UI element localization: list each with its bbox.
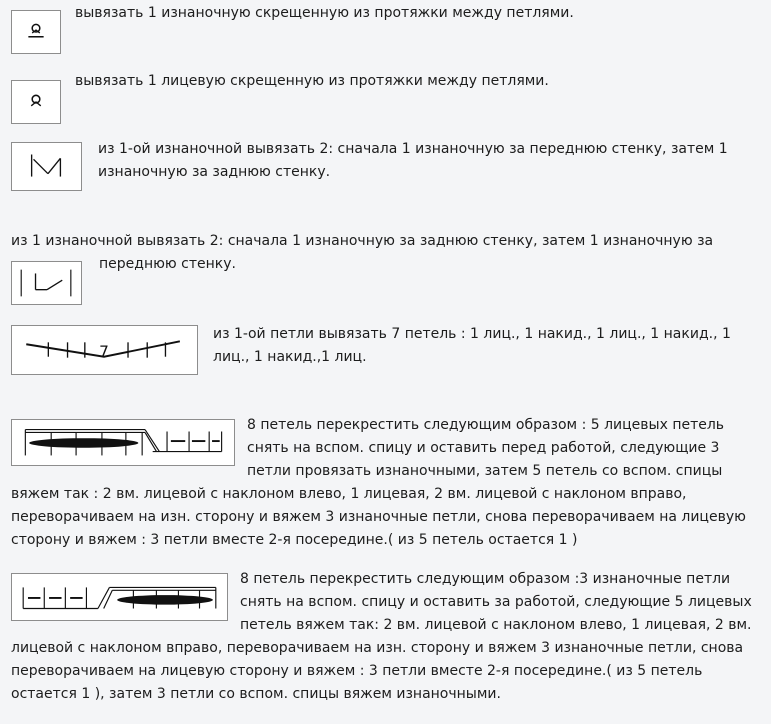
entry-7-line: 8 петель перекрестить следующим образом :3 изнаночные петли xyxy=(240,571,731,587)
symbol-box-purl-front-back xyxy=(11,142,82,191)
entry-7-text xyxy=(11,568,752,706)
symbol-box-knit-twisted-increase xyxy=(11,80,61,124)
entry-5-line: из 1-ой петли вывязать 7 петель : 1 лиц., 1 накид., 1 лиц., 1 накид., 1 xyxy=(213,326,731,342)
entry-3-line: из 1-ой изнаночной вывязать 2: сначала 1 изнаночную за переднюю стенку, затем 1 xyxy=(98,141,728,157)
entry-6-line: сторону и вяжем : 3 петли вместе 2-я посередине.( из 5 петель остается 1 ) xyxy=(11,532,578,548)
entry-6-line: петли провязать изнаночными, затем 5 петель со вспом. спицы xyxy=(247,463,723,479)
purl-front-back-increase-icon xyxy=(12,143,81,190)
entry-6-line: переворачиваем на изн. сторону и вяжем 3 изнаночные петли, снова переворачиваем на лицевую xyxy=(11,509,746,525)
seven-count-label: 7 xyxy=(99,342,109,361)
purl-twisted-increase-icon xyxy=(12,11,60,53)
entry-4-text xyxy=(11,230,713,276)
entry-7-line: лицевой с наклоном вправо, переворачиваем на изн. сторону и вяжем 3 изнаночные петли, снова xyxy=(11,640,744,656)
entry-4-line: из 1 изнаночной вывязать 2: сначала 1 изнаночную за заднюю стенку, затем 1 изнаночную за xyxy=(11,233,714,249)
entry-7-line: остается 1 ), затем 3 петли со вспом. спицы вяжем изнаночными. xyxy=(11,686,501,702)
entry-4-line: переднюю стенку. xyxy=(99,256,236,272)
entry-1-text: вывязать 1 изнаночную скрещенную из протяжки между петлями. xyxy=(75,5,574,21)
symbol-box-purl-twisted-increase xyxy=(11,10,61,54)
entry-6-line: вяжем так : 2 вм. лицевой с наклоном влево, 1 лицевая, 2 вм. лицевой с наклоном вправо, xyxy=(11,486,687,502)
purl-back-front-increase-icon xyxy=(12,262,81,304)
entry-6-text xyxy=(11,414,746,552)
entry-7-line: переворачиваем на лицевую сторону и вяжем : 3 петли вместе 2-я посередине.( из 5 петель xyxy=(11,663,703,679)
entry-2-text: вывязать 1 лицевую скрещенную из протяжки между петлями. xyxy=(75,73,549,89)
knit-twisted-increase-icon xyxy=(12,81,60,123)
entry-6-line: 8 петель перекрестить следующим образом : 5 лицевых петель xyxy=(247,417,725,433)
entry-3-text xyxy=(98,138,728,184)
entry-7-line: снять на вспом. спицу и оставить за работой, следующие 5 лицевых xyxy=(240,594,752,610)
entry-3-line: изнаночную за заднюю стенку. xyxy=(98,164,331,180)
entry-5-line: лиц., 1 накид.,1 лиц. xyxy=(213,349,367,365)
symbol-box-purl-back-front xyxy=(11,261,82,305)
entry-6-line: снять на вспом. спицу и оставить перед работой, следующие 3 xyxy=(247,440,720,456)
seven-from-one-icon xyxy=(12,326,197,374)
symbol-box-seven-from-one xyxy=(11,325,198,375)
entry-7-line: петель вяжем так: 2 вм. лицевой с наклоном влево, 1 лицевая, 2 вм. xyxy=(240,617,752,633)
entry-5-text xyxy=(213,323,731,369)
